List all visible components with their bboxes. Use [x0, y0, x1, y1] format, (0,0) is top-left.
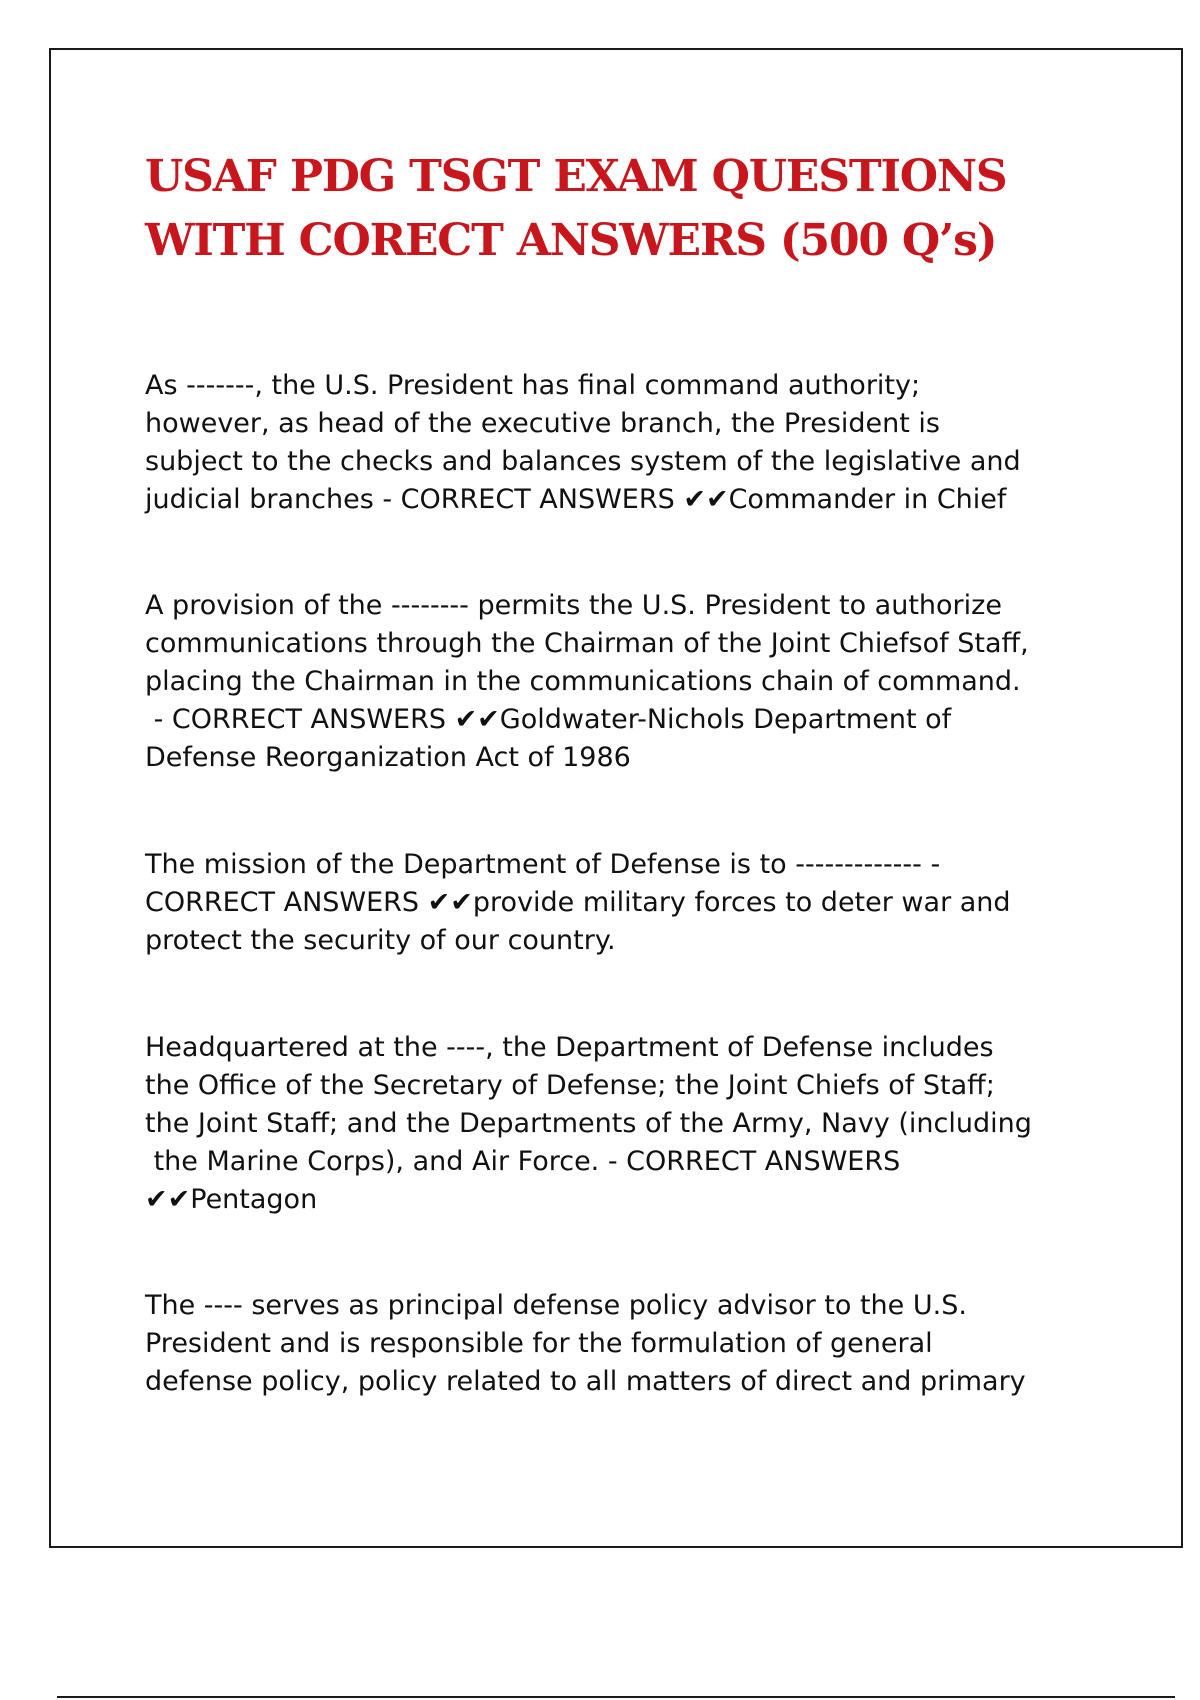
question-line: The ---- serves as principal defense policy advisor to the U.S.	[145, 1290, 967, 1321]
question-line: Headquartered at the ----, the Department of Defense includes	[145, 1032, 994, 1063]
question-line: - CORRECT ANSWERS ✔✔Goldwater-Nichols Department of	[145, 704, 952, 735]
question-block-4	[145, 1029, 1085, 1219]
document-title	[145, 145, 1105, 273]
question-line: protect the security of our country.	[145, 925, 616, 956]
question-line: Defense Reorganization Act of 1986	[145, 742, 631, 773]
question-line: As -------, the U.S. President has final command authority;	[145, 370, 921, 401]
question-line: the Marine Corps), and Air Force. - CORRECT ANSWERS	[145, 1146, 901, 1177]
question-line: however, as head of the executive branch, the President is	[145, 408, 940, 439]
question-line: the Office of the Secretary of Defense; the Joint Chiefs of Staff;	[145, 1070, 995, 1101]
title-line-2: WITH CORECT ANSWERS (500 Q’s)	[145, 215, 997, 266]
question-line: the Joint Staff; and the Departments of the Army, Navy (including	[145, 1108, 1032, 1139]
title-line-1: USAF PDG TSGT EXAM QUESTIONS	[145, 151, 1007, 202]
question-block-5	[145, 1287, 1085, 1401]
question-block-1	[145, 367, 1085, 519]
question-line: defense policy, policy related to all matters of direct and primary	[145, 1366, 1026, 1397]
question-line: subject to the checks and balances system of the legislative and	[145, 446, 1021, 477]
question-line: judicial branches - CORRECT ANSWERS ✔✔Commander in Chief	[145, 484, 1007, 515]
question-line: ✔✔Pentagon	[145, 1184, 318, 1215]
question-line: President and is responsible for the formulation of general	[145, 1328, 933, 1359]
footer-rule	[57, 1696, 1175, 1698]
question-line: communications through the Chairman of the Joint Chiefsof Staff,	[145, 628, 1029, 659]
question-line: The mission of the Department of Defense is to ------------- -	[145, 849, 941, 880]
question-block-3	[145, 846, 1085, 960]
question-block-2	[145, 587, 1085, 777]
question-line: CORRECT ANSWERS ✔✔provide military forces to deter war and	[145, 887, 1011, 918]
question-line: placing the Chairman in the communications chain of command.	[145, 666, 1021, 697]
question-line: A provision of the -------- permits the U.S. President to authorize	[145, 590, 1002, 621]
